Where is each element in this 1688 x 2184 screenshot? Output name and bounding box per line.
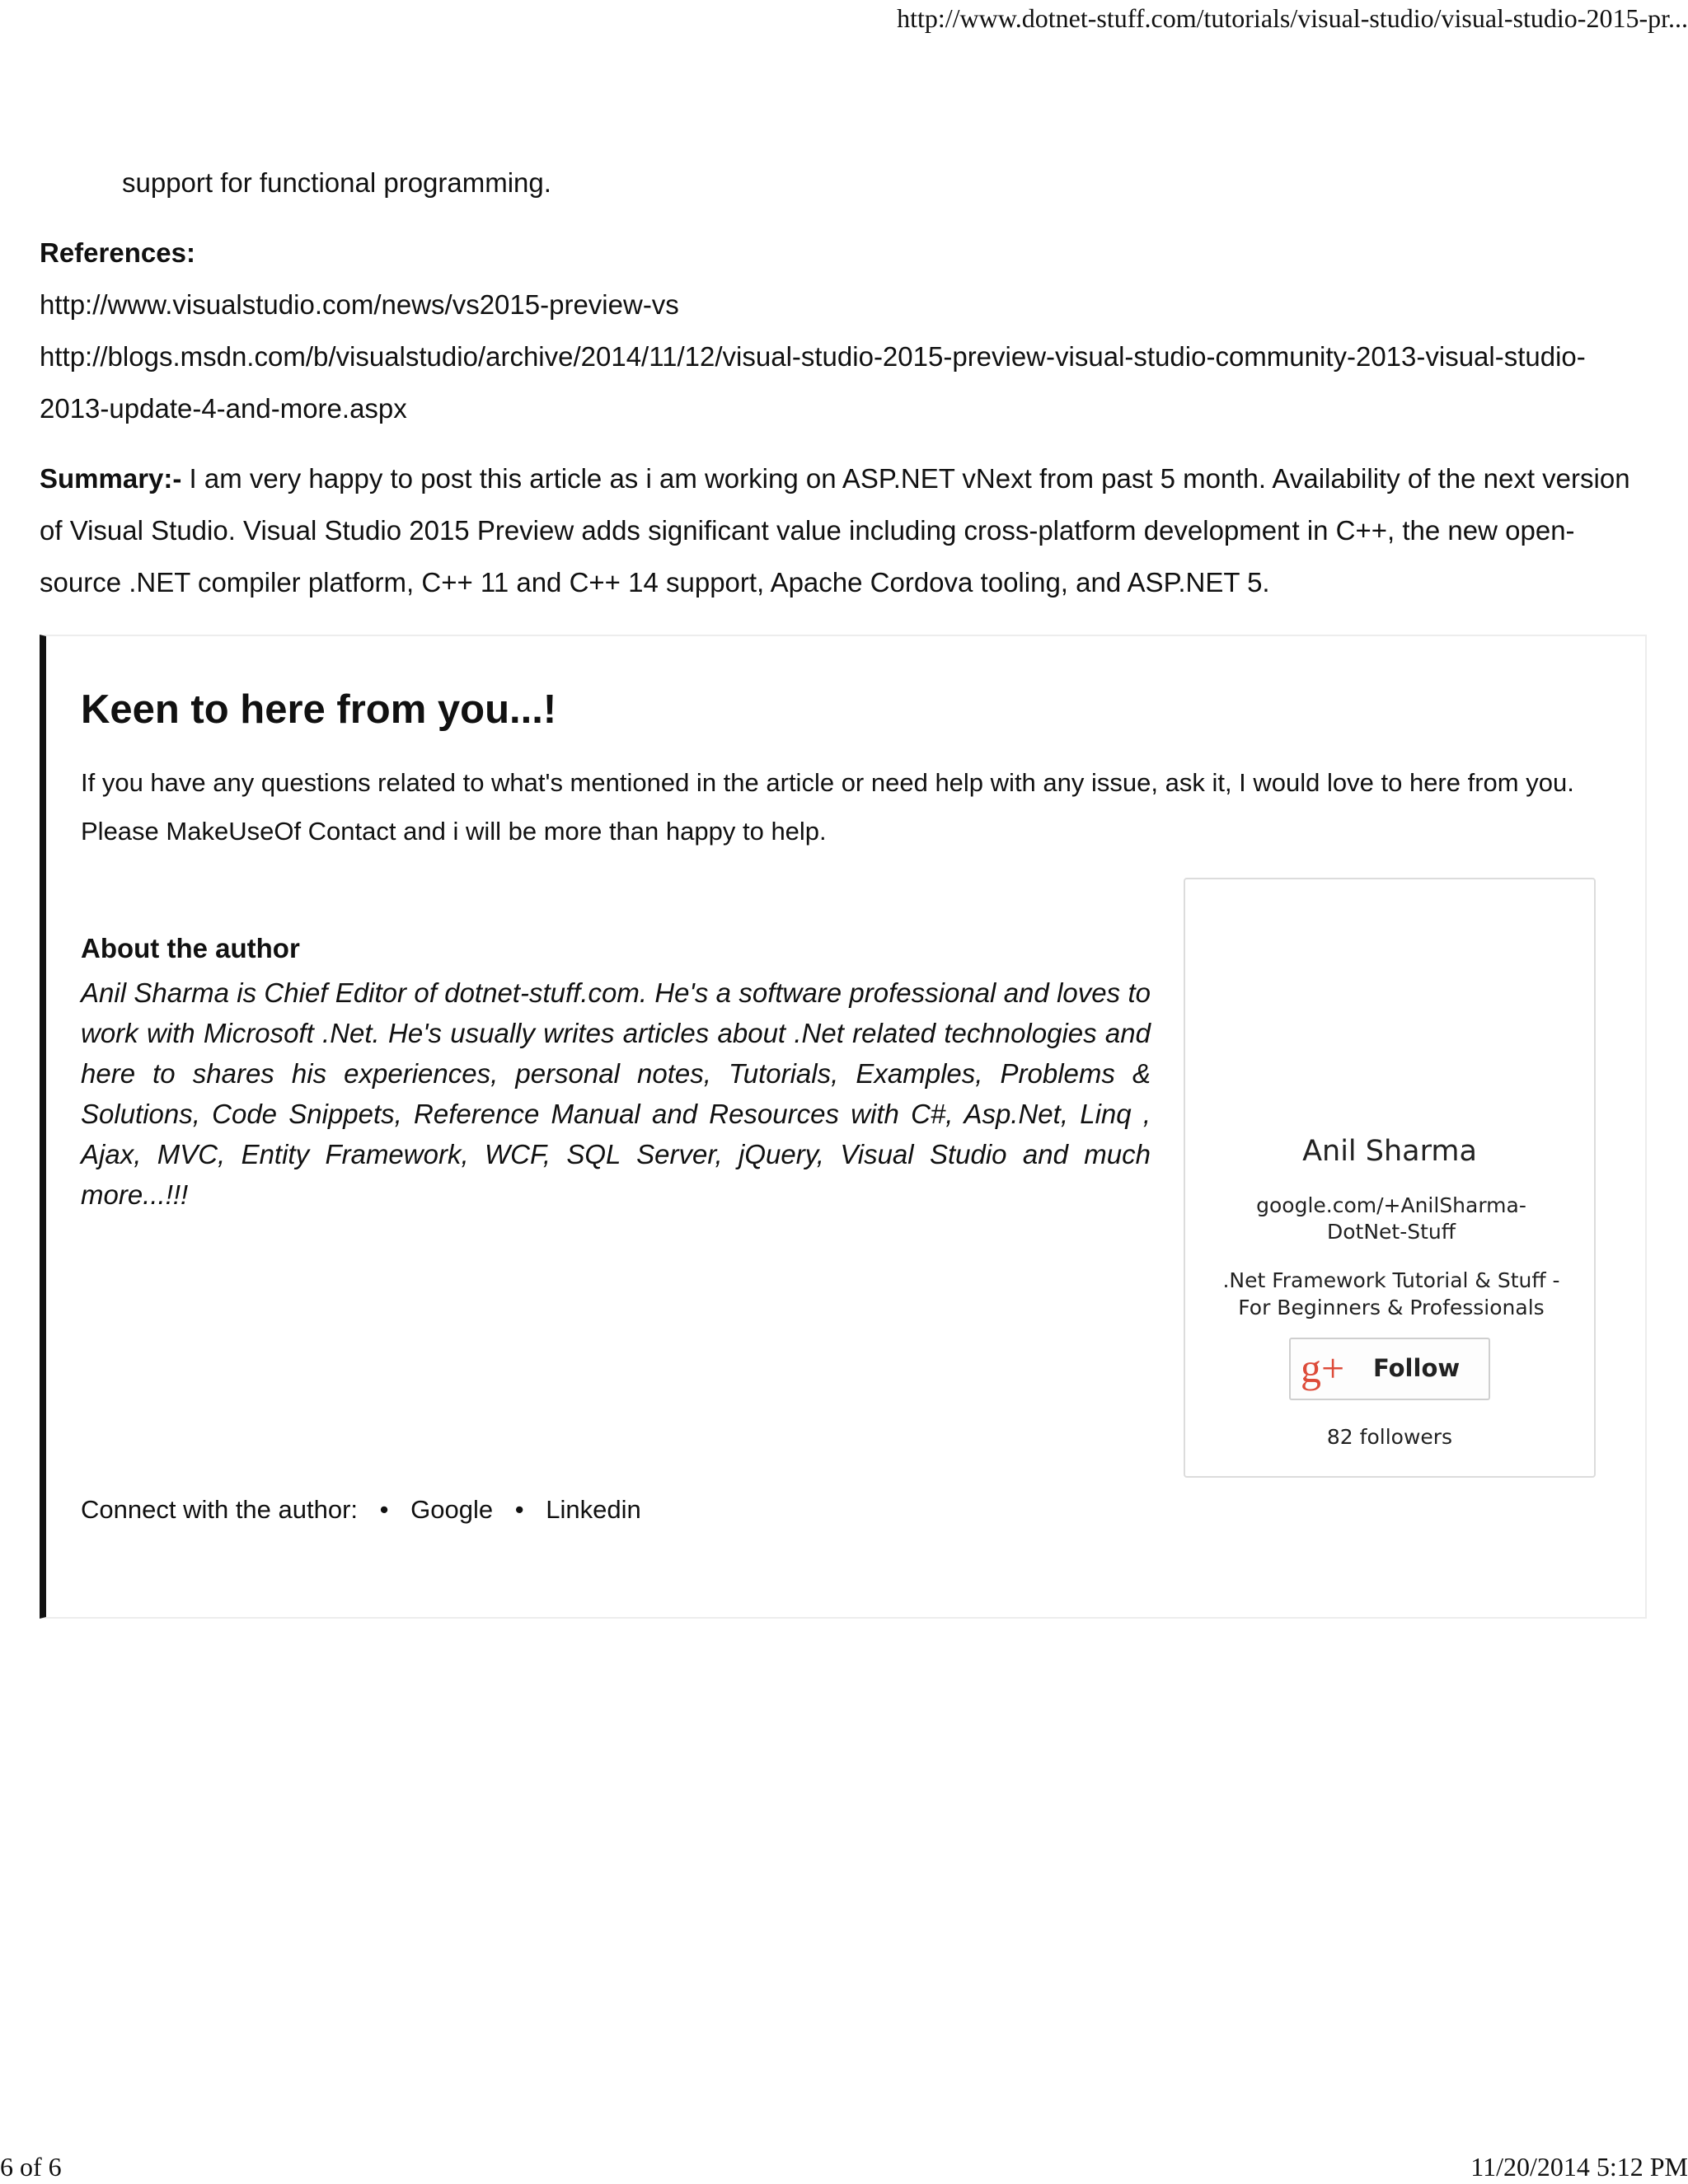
article-body [40,157,1647,608]
print-header-url: http://www.dotnet-stuff.com/tutorials/visual-studio/visual-studio-2015-pr... [897,3,1688,33]
connect-label: Connect with the author: [81,1495,359,1524]
reference-link-msdn-blog[interactable]: http://blogs.msdn.com/b/visualstudio/archive/2014/11/12/visual-studio-2015-preview-visual-studio-community-2013-visual-studio-2013-update-4-and-more.aspx [40,341,1586,424]
author-box [40,635,1647,1619]
cta-title: Keen to here from you...! [81,687,557,732]
google-plus-profile-card [1184,878,1596,1478]
follow-button[interactable] [1289,1338,1490,1400]
linkedin-link[interactable]: Linkedin [546,1495,641,1524]
follow-label: Follow [1373,1354,1461,1382]
cta-text: If you have any questions related to what's mentioned in the article or need help with any issue, ask it, I would love to here from you. Please MakeUseOf Contact and i will be more than happy to help. [81,768,1574,846]
about-author-heading: About the author [81,933,300,963]
print-footer-page: 6 of 6 [0,2152,62,2182]
print-footer-datetime: 11/20/2014 5:12 PM [1470,2152,1688,2182]
profile-name[interactable]: Anil Sharma [1302,1135,1477,1168]
google-plus-icon [1297,1344,1350,1394]
references-heading: References: [40,237,195,268]
list-item-tail: support for functional programming. [122,167,551,198]
summary-paragraph [40,452,1647,608]
google-link[interactable]: Google [410,1495,494,1524]
author-bio: Anil Sharma is Chief Editor of dotnet-stuff.com. He's a software professional and loves to work with Microsoft .Net. He's usually writes articles about .Net related technologies and here to shares his experiences, personal notes, Tutorials, Examples, Problems & Solutions, Code Snippets, Reference Manual and Resources with C#, Asp.Net, Linq , Ajax, MVC, Entity Framework, WCF, SQL Server, jQuery, Visual Studio and much more...!!! [81,977,1151,1210]
bullet-separator: • [514,1495,524,1524]
bullet-separator: • [379,1495,389,1524]
google-plus-logo-text: g+ [1301,1345,1345,1391]
followers-count: 82 followers [1326,1425,1453,1449]
profile-url[interactable]: google.com/+AnilSharma-DotNet-Stuff [1256,1193,1526,1244]
summary-text: I am very happy to post this article as i am working on ASP.NET vNext from past 5 month. Availability of the next version of Visual Studio. Visual Studio 2015 Preview adds significant value including cross-platform development in C++, the new open-source .NET compiler platform, C++ 11 and C++ 14 support, Apache Cordova tooling, and ASP.NET 5. [40,463,1630,598]
reference-link-visualstudio[interactable]: http://www.visualstudio.com/news/vs2015-preview-vs [40,289,679,320]
profile-tagline: .Net Framework Tutorial & Stuff - For Beginners & Professionals [1222,1268,1560,1319]
connect-with-author [81,1493,641,1526]
summary-label: Summary:- [40,463,182,494]
